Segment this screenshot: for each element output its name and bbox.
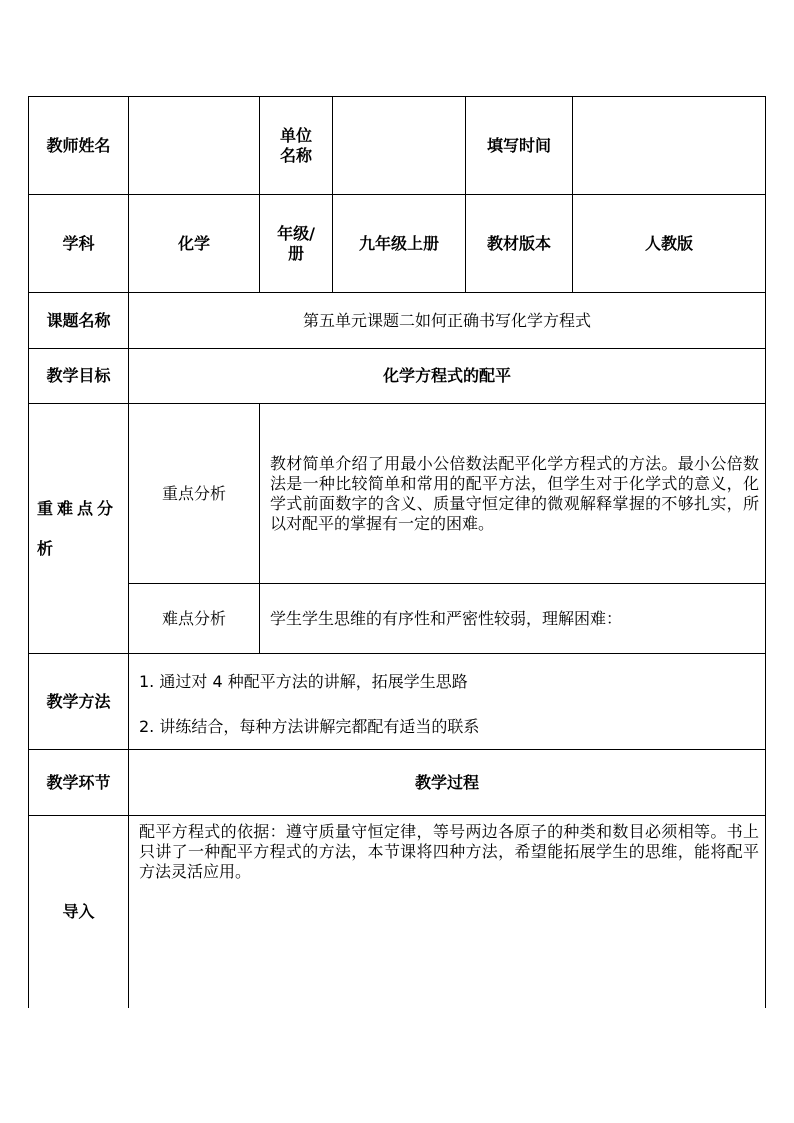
- method-row: [29, 654, 766, 750]
- key-analysis-text: 教材简单介绍了用最小公倍数法配平化学方程式的方法。最小公倍数法是一种比较简单和常用的配平方法，但学生对于化学式的意义，化学式前面数字的含义、质量守恒定律的微观解释掌握的不够扎实，所以对配平的掌握有一定的困难。: [260, 404, 766, 584]
- topic-row: [29, 293, 766, 349]
- unit-name-value: [333, 97, 466, 195]
- edition-label: 教材版本: [466, 195, 573, 293]
- method-item: 2. 讲练结合，每种方法讲解完都配有适当的联系: [139, 716, 480, 736]
- hard-analysis-text: 学生学生思维的有序性和严密性较弱，理解困难：: [260, 584, 766, 654]
- lesson-plan-form: [28, 96, 765, 1008]
- hard-point-row: [29, 584, 766, 654]
- method-label: 教学方法: [29, 654, 129, 750]
- topic-value: 第五单元课题二如何正确书写化学方程式: [129, 293, 766, 349]
- topic-label: 课题名称: [29, 293, 129, 349]
- teacher-name-label: 教师姓名: [29, 97, 129, 195]
- goal-row: [29, 349, 766, 404]
- subject-row: [29, 195, 766, 293]
- stage-header-label: 教学环节: [29, 750, 129, 816]
- intro-row: [29, 816, 766, 1008]
- fill-time-value: [573, 97, 766, 195]
- process-header-row: [29, 750, 766, 816]
- teacher-name-value: [129, 97, 260, 195]
- goal-value: 化学方程式的配平: [129, 349, 766, 404]
- grade-label: 年级/册: [260, 195, 333, 293]
- lesson-plan-table: [28, 96, 766, 1008]
- grade-value: 九年级上册: [333, 195, 466, 293]
- subject-label: 学科: [29, 195, 129, 293]
- unit-name-label: 单位名称: [260, 97, 333, 195]
- subject-value: 化学: [129, 195, 260, 293]
- teacher-info-row: [29, 97, 766, 195]
- method-list: [129, 654, 766, 750]
- key-analysis-label: 重点分析: [129, 404, 260, 584]
- goal-label: 教学目标: [29, 349, 129, 404]
- edition-value: 人教版: [573, 195, 766, 293]
- difficulty-label: 重难点分析: [29, 404, 129, 654]
- key-point-row: [29, 404, 766, 584]
- hard-analysis-label: 难点分析: [129, 584, 260, 654]
- fill-time-label: 填写时间: [466, 97, 573, 195]
- process-header-label: 教学过程: [129, 750, 766, 816]
- method-item: 1. 通过对 4 种配平方法的讲解，拓展学生思路: [139, 671, 468, 691]
- intro-label: 导入: [29, 816, 129, 1008]
- intro-text: 配平方程式的依据：遵守质量守恒定律，等号两边各原子的种类和数目必须相等。书上只讲了一种配平方程式的方法，本节课将四种方法，希望能拓展学生的思维，能将配平方法灵活应用。: [129, 816, 766, 1008]
